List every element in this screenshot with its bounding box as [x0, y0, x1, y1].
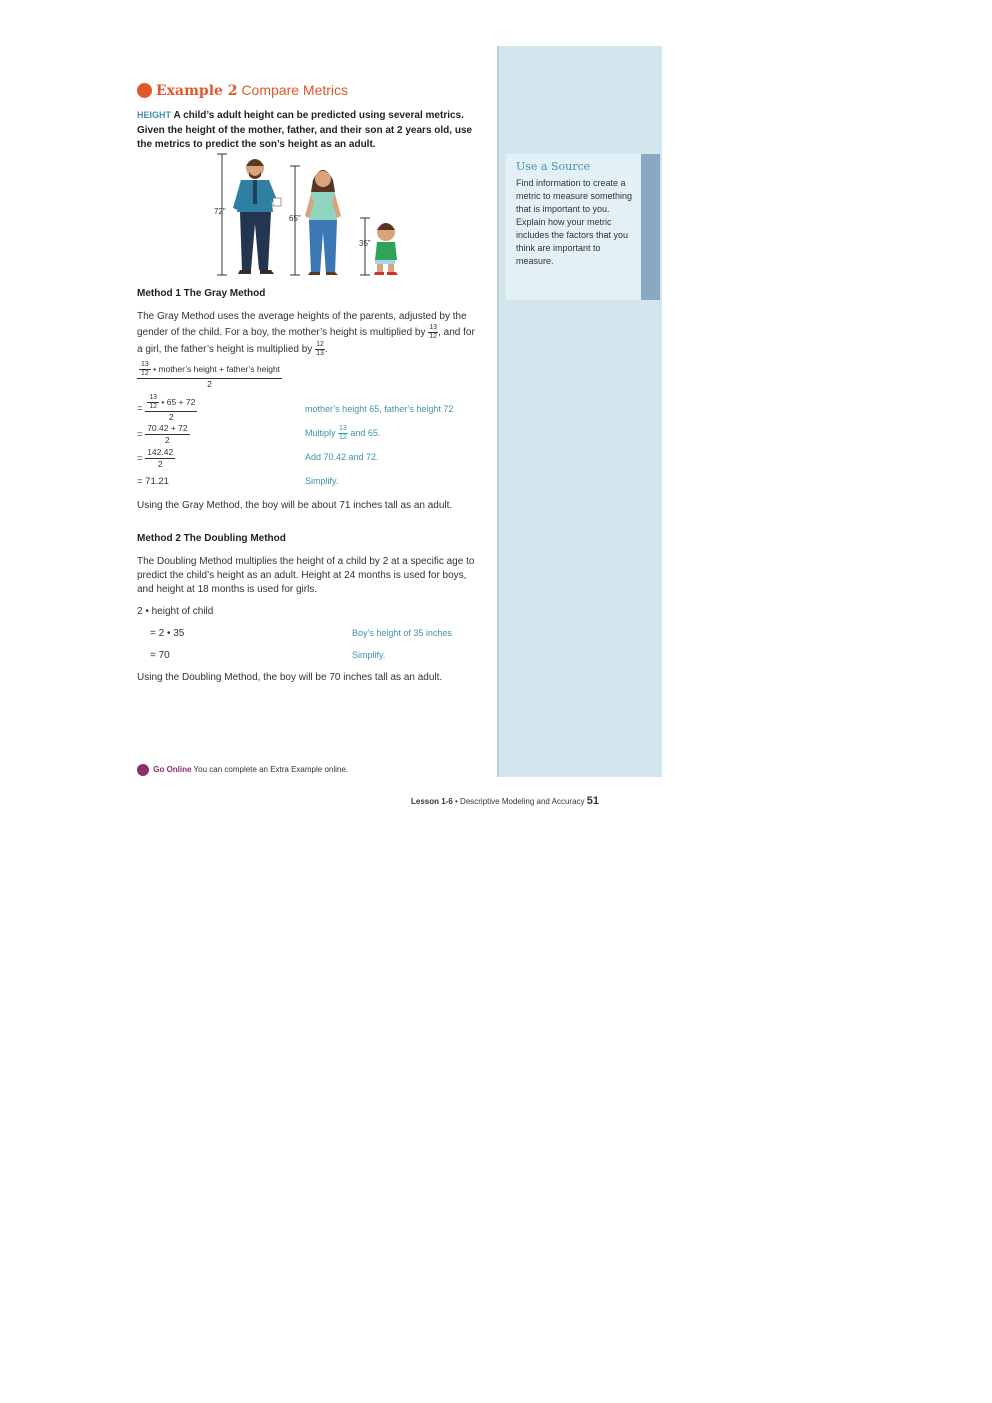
- gray-note-4: Simplify.: [305, 476, 339, 486]
- eq-sign: =: [137, 453, 143, 465]
- go-online-text: You can complete an Extra Example online.: [191, 765, 349, 775]
- step1-den: 2: [168, 412, 174, 422]
- tip-tab: [641, 154, 660, 300]
- gray-formula-num-text: • mother’s height + father’s height: [153, 363, 281, 374]
- method2-conclusion: Using the Doubling Method, the boy will be 70 inches tall as an adult.: [137, 672, 443, 683]
- example-title: [156, 82, 348, 99]
- example-label: Example 2: [156, 83, 238, 99]
- gray-step-4: = 71.21: [137, 476, 169, 487]
- step2-num: 70.42 + 72: [147, 423, 188, 433]
- frac-girl: [315, 341, 325, 358]
- gray-step-1: [137, 394, 197, 423]
- son-height-label: 35": [359, 239, 371, 248]
- note2-b: and 65.: [350, 427, 381, 438]
- note2-a: Multiply: [305, 427, 336, 438]
- eq-sign: =: [137, 429, 143, 441]
- step1-frac-den: 12: [149, 403, 157, 410]
- frac-boy-den: 12: [429, 333, 438, 340]
- footer-topic: • Descriptive Modeling and Accuracy: [452, 797, 587, 806]
- mother-illustration: [305, 170, 341, 275]
- doubling-step-1: = 2 • 35: [150, 628, 185, 639]
- doubling-formula: 2 • height of child: [137, 606, 214, 617]
- example-intro: [137, 108, 482, 153]
- gray-step-3: [137, 447, 175, 470]
- doubling-step-2: = 70: [150, 650, 170, 661]
- method2-paragraph: The Doubling Method multiplies the height of a child by 2 at a specific age to predict the child’s height as an adult. Height at 24 months is used for boys, and height at 18 months is used for girls.: [137, 556, 475, 595]
- example-keyword: HEIGHT: [137, 110, 172, 120]
- page-number: 51: [586, 795, 600, 807]
- method1-heading: Method 1 The Gray Method: [137, 288, 266, 299]
- method1-paragraph: [137, 310, 482, 358]
- note2-frac-den: 12: [339, 434, 347, 441]
- frac-girl-den: 13: [316, 350, 324, 357]
- gray-formula-num: [137, 361, 282, 379]
- gray-note-2: [305, 425, 380, 442]
- frac-girl-num: 12: [316, 341, 324, 348]
- note2-frac-num: 13: [339, 425, 347, 432]
- step2-den: 2: [165, 435, 170, 445]
- go-online-link[interactable]: [137, 764, 348, 776]
- tip-body: Find information to create a metric to measure something that is important to you. Explain how your metric includes the factors that you think are important to measure.: [516, 178, 633, 266]
- method2-heading: Method 2 The Doubling Method: [137, 533, 286, 544]
- example-intro-text: A child’s adult height can be predicted using several metrics. Given the height of the mother, father, and their son at 2 years old, use the metrics to predict the son’s height as an adult.: [137, 110, 473, 150]
- page-footer: [411, 795, 599, 807]
- step3-den: 2: [157, 459, 163, 469]
- step1-frac-num: 13: [149, 394, 157, 401]
- gray-formula-den: 2: [207, 379, 212, 389]
- globe-icon: [137, 83, 152, 98]
- method1-para-c: .: [324, 344, 328, 356]
- eq-sign: =: [137, 403, 143, 415]
- cursor-icon: [137, 764, 149, 776]
- gray-note-1: mother’s height 65, father’s height 72: [305, 404, 454, 414]
- formula-frac-den: 12: [141, 370, 149, 377]
- footer-lesson: Lesson 1-6: [411, 797, 453, 806]
- method1-para-a: The Gray Method uses the average heights of the parents, adjusted by the gender of the child. For a boy, the mother’s height is multiplied by: [137, 311, 467, 339]
- go-online-label: Go Online: [153, 765, 192, 775]
- gray-note-3: Add 70.42 and 72.: [305, 452, 379, 462]
- father-height-label: 72": [214, 207, 226, 216]
- formula-frac-num: 13: [141, 361, 149, 368]
- doubling-note-1: Boy’s height of 35 inches: [352, 628, 452, 638]
- frac-boy: [428, 324, 438, 341]
- gray-step-2: [137, 423, 190, 446]
- frac-boy-num: 13: [429, 324, 438, 331]
- method1-conclusion: Using the Gray Method, the boy will be about 71 inches tall as an adult.: [137, 500, 453, 511]
- mother-height-label: 65": [289, 214, 301, 223]
- step1-num: • 65 + 72: [161, 396, 196, 407]
- step3-num: 142.42: [147, 447, 174, 457]
- doubling-note-2: Simplify.: [352, 650, 386, 660]
- method1-para-b: , and for a girl, the father’s height is multiplied by: [137, 327, 475, 356]
- gray-formula: [137, 361, 282, 390]
- example-name: Compare Metrics: [241, 82, 349, 98]
- father-illustration: [233, 159, 281, 274]
- son-illustration: [374, 223, 398, 275]
- tip-title: Use a Source: [516, 160, 591, 173]
- family-height-figure: [205, 150, 410, 280]
